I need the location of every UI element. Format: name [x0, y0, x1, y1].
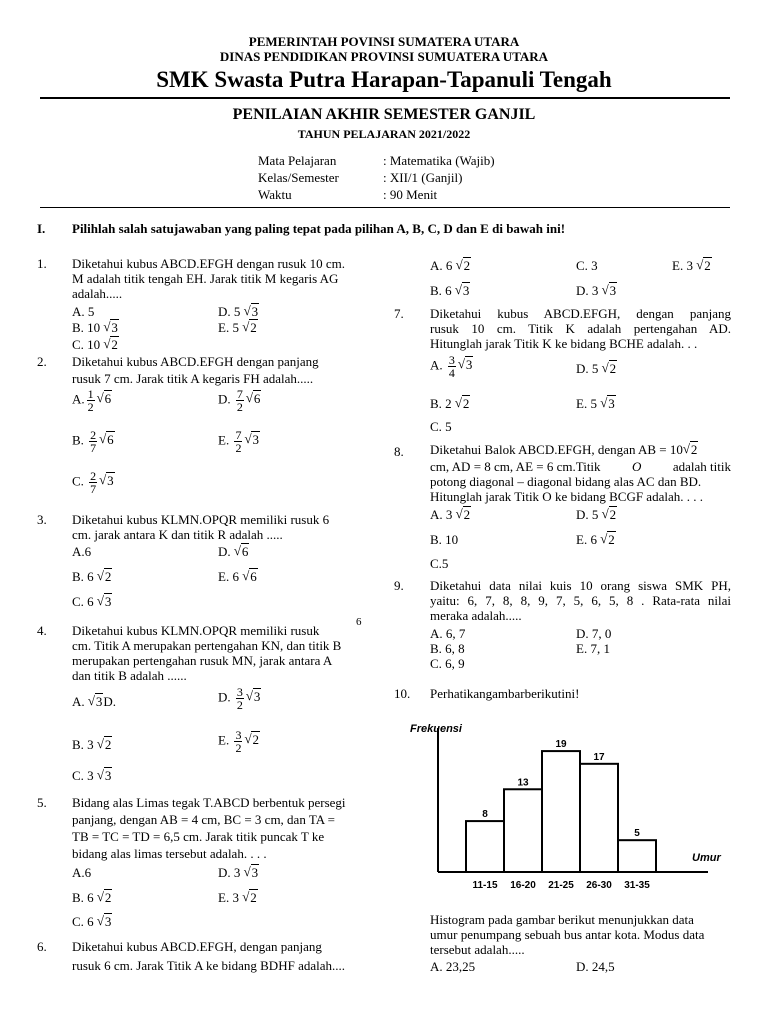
q10-number: 10.: [394, 686, 411, 701]
q8-text: [430, 474, 731, 504]
q5-option-c[interactable]: C. 6 √ 3: [72, 914, 112, 929]
section-number: I.: [37, 221, 46, 236]
q6-line-2: rusuk 6 cm. Jarak Titik A ke bidang BDHF adalah....: [72, 958, 345, 973]
exam-title: PENILAIAN AKHIR SEMESTER GANJIL: [232, 106, 536, 123]
q7-option-c[interactable]: C. 5: [430, 419, 452, 434]
q8-option-d[interactable]: D. 5 √ 2: [576, 507, 617, 522]
q4-superscript: 6: [356, 616, 362, 628]
histogram-y-label: Frekuensi: [410, 723, 462, 735]
histogram-bar-21-25: [542, 751, 580, 872]
q2-number: 2.: [37, 354, 47, 369]
q8-line-4: Hitunglah jarak Titik O ke bidang BCGF adalah. . . .: [430, 489, 703, 504]
q9-number: 9.: [394, 578, 404, 593]
info-value-class: : XII/1 (Ganjil): [383, 170, 463, 185]
q4-line-1: Diketahui kubus KLMN.OPQR memiliki rusuk: [72, 623, 320, 638]
q7-option-d[interactable]: D. 5 √ 2: [576, 361, 617, 376]
histogram-value-label: 13: [517, 777, 529, 789]
q2-option-a[interactable]: A. $\frac{1}{2}$ √ 6: [72, 388, 112, 413]
info-divider: [40, 207, 730, 208]
q4-line-3: merupakan pertengahan rusuk MN, jarak antara A: [72, 653, 333, 668]
info-label-time: Waktu: [258, 187, 292, 202]
q5-option-b[interactable]: B. 6 √ 2: [72, 890, 112, 905]
q4-line-4: dan titik B adalah ......: [72, 668, 187, 683]
q3-option-b[interactable]: B. 6 √ 2: [72, 569, 112, 584]
q9-line-3: meraka adalah.....: [430, 608, 522, 623]
q7-line-3: Hitunglah jarak Titik K ke bidang BCHE adalah. . .: [430, 336, 698, 351]
q6-option-d[interactable]: D. 3 √ 3: [576, 283, 617, 298]
q4-line-2: cm. Titik A merupakan pertengahan KN, dan titik B: [72, 638, 342, 653]
q1-line-1: Diketahui kubus ABCD.EFGH dengan rusuk 10 cm.: [72, 256, 345, 271]
info-label-subject: Mata Pelajaran: [258, 153, 337, 168]
q8-option-a[interactable]: A. 3 √ 2: [430, 507, 471, 522]
q8-line-3: potong diagonal – diagonal bidang alas AC dan BD.: [430, 474, 702, 489]
q7-line-2: rusuk 10 cm. Titik K adalah pertengahan AD.: [430, 321, 731, 336]
histogram-value-label: 5: [634, 828, 640, 840]
q6-option-c[interactable]: C. 3: [576, 258, 598, 273]
q1-line-3: adalah.....: [72, 286, 123, 301]
q4-option-c[interactable]: C. 3 √ 3: [72, 768, 112, 783]
q7-option-e[interactable]: E. 5 √ 3: [576, 396, 616, 411]
q1-option-e[interactable]: E. 5 √ 2: [218, 320, 258, 335]
section-instruction: Pilihlah salah satujawaban yang paling tepat pada pilihan A, B, C, D dan E di bawah ini!: [72, 221, 566, 236]
q8-number: 8.: [394, 444, 404, 459]
q1-line-2: M adalah titik tengah EH. Jarak titik M kegaris AG: [72, 271, 339, 286]
histogram-chart: [408, 716, 738, 898]
q3-line-1: Diketahui kubus KLMN.OPQR memiliki rusuk 6: [72, 512, 330, 527]
q9-option-d[interactable]: D. 7, 0: [576, 626, 612, 641]
q10-option-d[interactable]: D. 24,5: [576, 959, 615, 974]
q1-option-a[interactable]: A. 5: [72, 304, 95, 319]
q1-option-d[interactable]: D. 5 √ 3: [218, 304, 259, 319]
q4-option-b[interactable]: B. 3 √ 2: [72, 737, 112, 752]
histogram-bar-11-15: [466, 821, 504, 872]
histogram-category-label: 21-25: [548, 880, 574, 891]
q5-line-1: Bidang alas Limas tegak T.ABCD berbentuk persegi: [72, 795, 346, 810]
q10-text-line-1: Histogram pada gambar berikut menunjukkan data: [430, 912, 694, 927]
q10-text-line-3: tersebut adalah.....: [430, 942, 525, 957]
q2-line-1: Diketahui kubus ABCD.EFGH dengan panjang: [72, 354, 319, 369]
q3-option-d[interactable]: D. √ 6: [218, 544, 249, 559]
q2-option-e[interactable]: E. $\frac{7}{2}$ √ 3: [218, 429, 260, 454]
q5-line-4: bidang alas limas tersebut adalah. . . .: [72, 846, 267, 861]
histogram-value-label: 17: [593, 751, 605, 763]
q10-instruction: Perhatikangambarberikutini!: [430, 686, 580, 701]
q4-number: 4.: [37, 623, 47, 638]
histogram-value-label: 8: [482, 809, 488, 821]
q2-option-c[interactable]: C. $\frac{2}{7}$ √ 3: [72, 470, 115, 495]
q1-number: 1.: [37, 256, 47, 271]
q5-number: 5.: [37, 795, 47, 810]
q8-line-2: cm, AD = 8 cm, AE = 6 cm.Titik O adalah titik: [430, 459, 731, 474]
q7-line-1: Diketahui kubus ABCD.EFGH, dengan panjang: [430, 306, 731, 321]
q5-line-3: TB = TC = TD = 6,5 cm. Jarak titik puncak T ke: [72, 829, 325, 844]
q5-option-e[interactable]: E. 3 √ 2: [218, 890, 258, 905]
q9-option-b[interactable]: B. 6, 8: [430, 641, 465, 656]
q7-text: [430, 306, 731, 351]
q6-option-e[interactable]: E. 3 √ 2: [672, 258, 712, 273]
info-value-time: : 90 Menit: [383, 187, 438, 202]
q8-option-c[interactable]: C.5: [430, 556, 449, 571]
q3-number: 3.: [37, 512, 47, 527]
q9-option-c[interactable]: C. 6, 9: [430, 656, 465, 671]
q3-option-c[interactable]: C. 6 √ 3: [72, 594, 112, 609]
q9-text: [430, 578, 731, 623]
q5-line-2: panjang, dengan AB = 4 cm, BC = 3 cm, dan TA =: [72, 812, 335, 827]
q8-option-e[interactable]: E. 6 √ 2: [576, 532, 616, 547]
histogram-category-label: 16-20: [510, 880, 536, 891]
histogram-category-label: 11-15: [472, 880, 498, 891]
histogram-category-label: 31-35: [624, 880, 650, 891]
q1-option-c[interactable]: C. 10 √ 2: [72, 337, 119, 352]
q9-option-a[interactable]: A. 6, 7: [430, 626, 466, 641]
q8-line-1: Diketahui Balok ABCD.EFGH, dengan AB = 10√ 2: [430, 442, 698, 457]
q6-number: 6.: [37, 939, 47, 954]
q9-line-1: Diketahui data nilai kuis 10 orang siswa SMK PH,: [430, 578, 731, 593]
header-divider: [40, 97, 730, 99]
q5-option-d[interactable]: D. 3 √ 3: [218, 865, 259, 880]
q3-line-2: cm. jarak antara K dan titik R adalah .....: [72, 527, 283, 542]
q4-option-e[interactable]: E. $\frac{3}{2}$ √ 2: [218, 729, 260, 754]
q8-option-b[interactable]: B. 10: [430, 532, 459, 547]
q6-line-1: Diketahui kubus ABCD.EFGH, dengan panjang: [72, 939, 322, 954]
histogram-bar-31-35: [618, 840, 656, 872]
q10-text-line-2: umur penumpang sebuah bus antar kota. Modus data: [430, 927, 705, 942]
histogram-x-label: Umur: [692, 852, 721, 864]
histogram-category-label: 26-30: [586, 880, 612, 891]
school-name: SMK Swasta Putra Harapan-Tapanuli Tengah: [156, 67, 612, 92]
header-line-2: DINAS PENDIDIKAN PROVINSI SUMUATERA UTARA: [219, 49, 549, 64]
q7-option-a[interactable]: A. $\frac{3}{4}$ √ 3: [430, 354, 473, 379]
q5-option-a[interactable]: A.6: [72, 865, 92, 880]
q9-option-e[interactable]: E. 7, 1: [576, 641, 610, 656]
q6-option-b[interactable]: B. 6 √ 3: [430, 283, 470, 298]
q10-option-a[interactable]: A. 23,25: [430, 959, 476, 974]
info-label-class: Kelas/Semester: [258, 170, 339, 185]
header-line-1: PEMERINTAH POVINSI SUMATERA UTARA: [248, 34, 520, 49]
q3-option-e[interactable]: E. 6 √ 6: [218, 569, 258, 584]
q2-line-2: rusuk 7 cm. Jarak titik A kegaris FH adalah.....: [72, 371, 314, 386]
histogram-bar-26-30: [580, 764, 618, 872]
q2-option-d[interactable]: D. $\frac{7}{2}$ √ 6: [218, 388, 261, 413]
q7-number: 7.: [394, 306, 404, 321]
histogram-bar-16-20: [504, 789, 542, 872]
info-value-subject: : Matematika (Wajib): [383, 153, 495, 168]
q4-option-a[interactable]: A. √ 3D.: [72, 694, 116, 709]
q3-option-a[interactable]: A.6: [72, 544, 92, 559]
q6-option-a[interactable]: A. 6 √ 2: [430, 258, 471, 273]
q1-option-b[interactable]: B. 10 √ 3: [72, 320, 119, 335]
q4-option-d[interactable]: D. $\frac{3}{2}$ √ 3: [218, 686, 261, 711]
school-year: TAHUN PELAJARAN 2021/2022: [297, 127, 471, 141]
q7-option-b[interactable]: B. 2 √ 2: [430, 396, 470, 411]
q9-line-2: yaitu: 6, 7, 8, 8, 9, 7, 5, 6, 5, 8 . Rata-rata nilai: [430, 593, 731, 608]
q2-option-b[interactable]: B. $\frac{2}{7}$ √ 6: [72, 429, 115, 454]
histogram-value-label: 19: [555, 739, 567, 751]
